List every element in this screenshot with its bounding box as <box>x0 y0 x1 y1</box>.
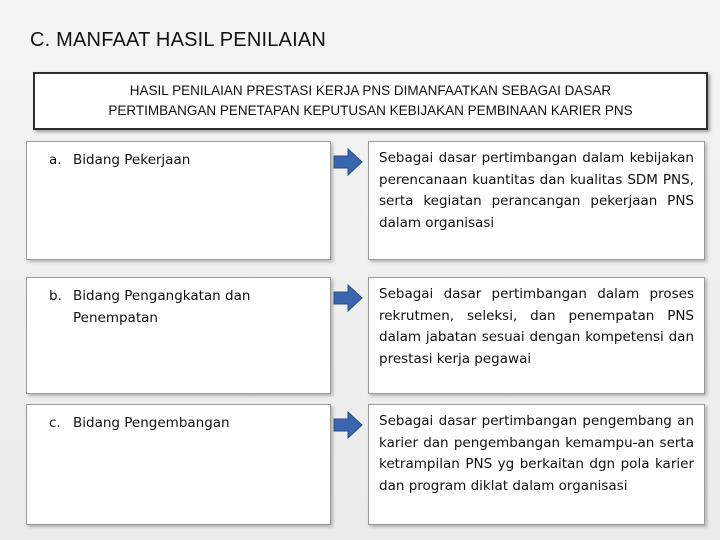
list-item <box>49 413 320 435</box>
right-arrow-icon <box>333 148 363 176</box>
field-box-pengangkatan <box>26 277 331 394</box>
field-description: Sebagai dasar pertimbangan dalam proses rekrutmen, seleksi, dan penempatan PNS dalam jabatan sesuai dengan kompetensi dan prestasi kerja pegawai <box>379 286 694 367</box>
description-box-pengangkatan <box>368 277 705 394</box>
list-item <box>49 286 320 329</box>
banner-line-1: HASIL PENILAIAN PRESTASI KERJA PNS DIMANFAATKAN SEBAGAI DASAR <box>129 83 612 98</box>
right-arrow-icon <box>333 411 363 439</box>
right-arrow-icon <box>333 284 363 312</box>
field-description: Sebagai dasar pertimbangan pengembang an karier dan pengembangan kemampu-an serta ketrampilan PNS yg berkaitan dgn pola karier dan program diklat dalam organisasi <box>379 413 694 494</box>
description-box-pengembangan <box>368 404 705 525</box>
field-label: Bidang Pengangkatan dan Penempatan <box>73 288 251 326</box>
description-box-pekerjaan <box>368 141 705 260</box>
field-label: Bidang Pekerjaan <box>73 152 191 168</box>
field-box-pekerjaan <box>26 141 331 260</box>
page-title: C. MANFAAT HASIL PENILAIAN <box>30 29 327 51</box>
banner-line-2: PERTIMBANGAN PENETAPAN KEPUTUSAN KEBIJAKAN PEMBINAAN KARIER PNS <box>108 103 633 118</box>
list-marker: b. <box>49 288 62 304</box>
field-description: Sebagai dasar pertimbangan dalam kebijakan perencanaan kuantitas dan kualitas SDM PNS, serta kegiatan perancangan pekerjaan PNS dalam organisasi <box>379 150 694 231</box>
list-item <box>49 150 320 172</box>
summary-banner <box>33 72 708 130</box>
field-label: Bidang Pengembangan <box>73 415 230 431</box>
list-marker: c. <box>49 415 61 431</box>
list-marker: a. <box>49 152 62 168</box>
field-box-pengembangan <box>26 404 331 525</box>
